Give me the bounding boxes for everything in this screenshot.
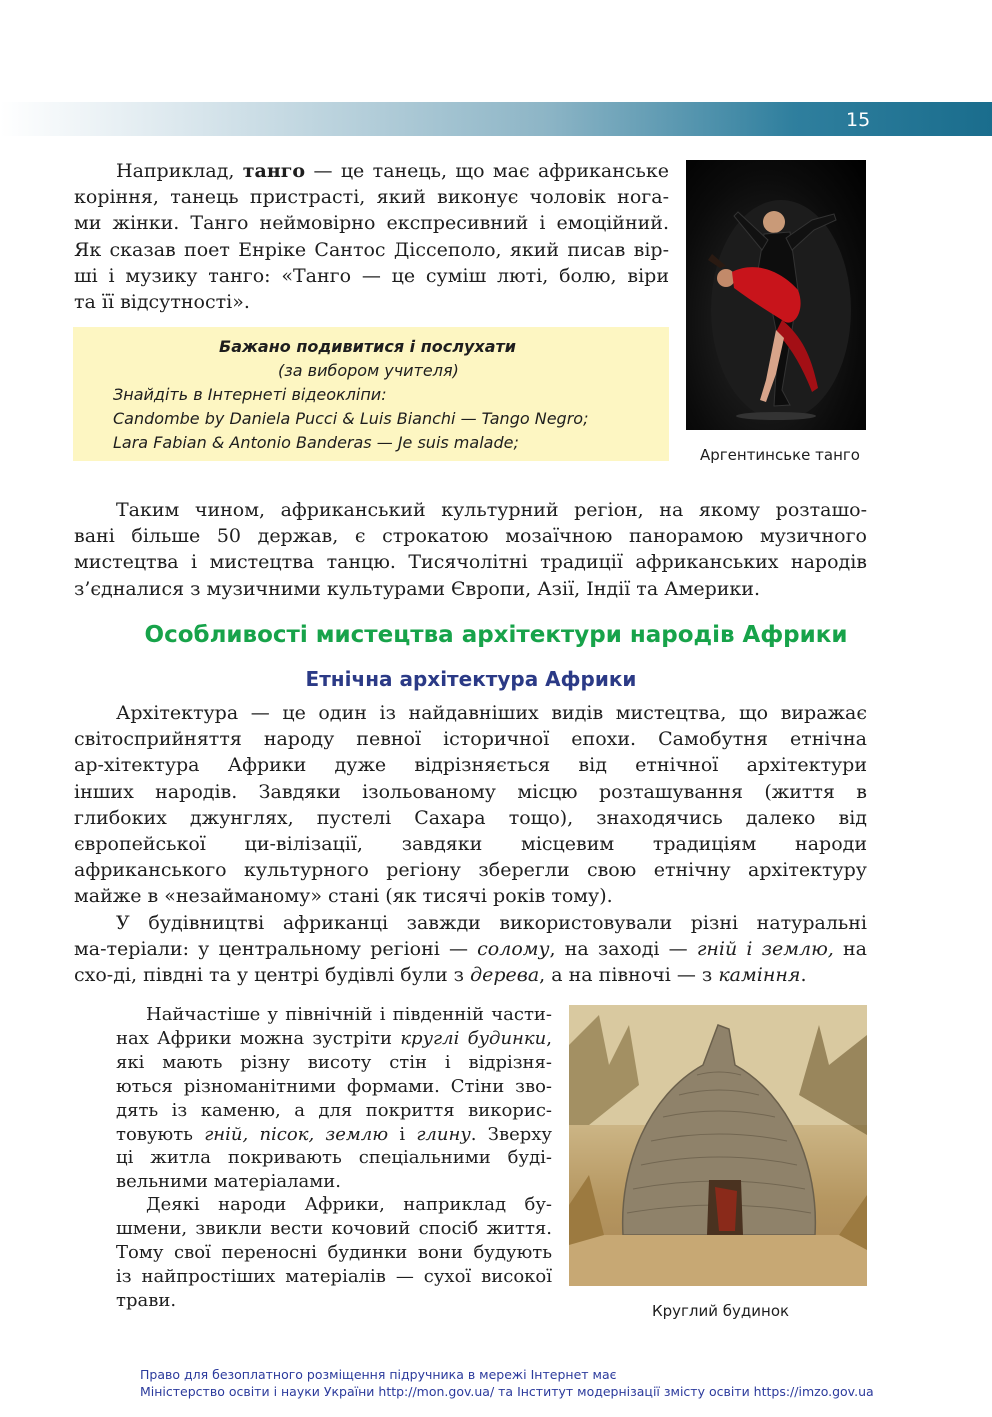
round-hut-illustration: [569, 1005, 867, 1286]
header-band: [0, 102, 992, 136]
page-number: 15: [846, 109, 871, 131]
round-house-photo-caption: Круглий будинок: [652, 1302, 790, 1320]
tango-photo: [686, 160, 866, 430]
tango-photo-caption: Аргентинське танго: [700, 446, 860, 464]
recommendation-line: Candombe by Daniela Pucci & Luis Bianchi — Tango Negro;: [113, 409, 589, 428]
footer-line: Міністерство освіти і науки України http://mon.gov.ua/ та Інститут модернізації змісту освіти https://imzo.gov.ua: [140, 1384, 874, 1399]
section-heading: Особливості мистецтва архітектури народів Африки: [144, 622, 848, 648]
tango-dancers-illustration: [686, 160, 866, 430]
recommendation-line: Lara Fabian & Antonio Banderas — Je suis malade;: [113, 433, 519, 452]
summary-paragraph: Таким чином, африканський культурний регіон, на якому розташо- вані більше 50 держав, є строкатою мозаїчною панорамою музичного мистецтва і мистецтва танцю. Тисячолітні традиції африканських народів з’єдналися з музичними культурами Європи, Азії, Індії та Америки.: [74, 499, 867, 600]
recommendation-line: Знайдіть в Інтернеті відеокліпи:: [113, 385, 387, 404]
nomad-paragraph: Деякі народи Африки, наприклад бу- шмени, звикли вести кочовий спосіб життя. Тому свої переносні будинки вони будують із найпростіших матеріалів — сухої високої трави.: [116, 1194, 552, 1311]
subsection-heading: Етнічна архітектура Африки: [305, 667, 637, 691]
architecture-paragraph: Архітектура — це один із найдавніших видів мистецтва, що виражає світосприйняття народу певної історичної епохи. Самобутня етнічна ар-хітектура Африки дуже відрізняється від етнічної архітектури інших народів. Завдяки ізольованому місцю розташування (життя в глибоких джунглях, пустелі Сахара тощо), знаходячись далеко від європейської ци-вілізації, завдяки місцевим традиціям народи африканського культурного регіону зберегли свою етнічну архітектуру майже в «незайманому» стані (як тисячі років тому).: [74, 702, 867, 908]
intro-paragraph: Наприклад, танго — це танець, що має африканське коріння, танець пристрасті, який виконує чоловік нога- ми жінки. Танго неймовірно експресивний і емоційний. Як сказав поет Енріке Сантос Діссеполо, який писав вір- ші і музику танго: «Танго — це суміш люті, болю, віри та її відсутності».: [74, 160, 669, 314]
footer-line: Право для безоплатного розміщення підручника в мережі Інтернет має: [140, 1367, 617, 1382]
recommendation-subtitle: (за вибором учителя): [278, 361, 459, 380]
recommendation-box: [73, 327, 669, 461]
recommendation-title: Бажано подивитися і послухати: [219, 337, 516, 356]
round-houses-paragraph: Найчастіше у північній і південній части- нах Африки можна зустріти круглі будинки, які мають різну висоту стін і відрізня- ються різноманітними формами. Стіни зво- дять із каменю, а для покриття викорис- товують гній, пісок, землю і глину. Зверху ці житла покривають спеціальними буді- вельними матеріалами.: [116, 1004, 552, 1193]
tango-term: танго: [242, 160, 306, 182]
round-house-photo: [569, 1005, 867, 1286]
materials-paragraph: У будівництві африканці завжди використовували різні натуральні ма-теріали: у центральному регіоні — солому, на заході — гній і землю, на схо-ді, півдні та у центрі будівлі були з дерева, а на півночі — з каміння.: [74, 912, 868, 987]
